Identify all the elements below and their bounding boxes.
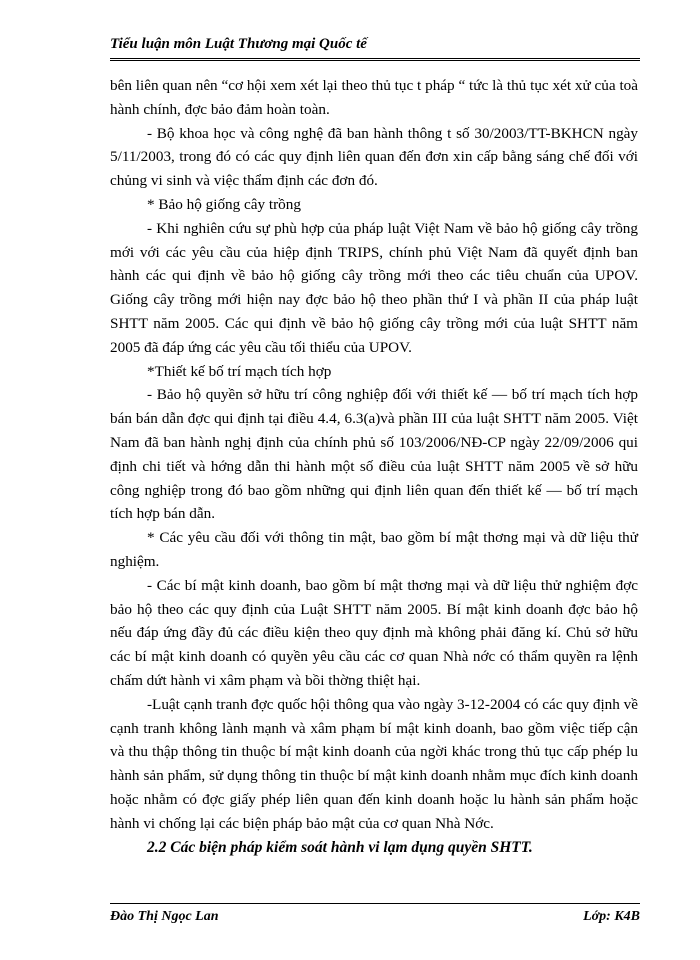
section-heading: * Các yêu cầu đối với thông tin mật, bao gồm bí mật thơng mại và dữ liệu thử nghiệm. — [110, 529, 638, 570]
header-title: Tiểu luận môn Luật Thương mại Quốc tế — [110, 36, 367, 52]
paragraph: - Bộ khoa học và công nghệ đã ban hành thông t số 30/2003/TT-BKHCN ngày 5/11/2003, trong đó có các quy định liên quan đến đơn xin cấp bằng sáng chế đối với chủng vi sinh và việc thẩm định các đơn đó. — [110, 124, 638, 190]
footer-author: Đào Thị Ngọc Lan — [110, 909, 219, 924]
paragraph: bên liên quan nên “cơ hội xem xét lại theo thủ tục t pháp “ tức là thủ tục xét xử của toà hành chính, đợc bảo đảm hoàn toàn. — [110, 77, 638, 118]
paragraph: - Bảo hộ quyền sở hữu trí công nghiệp đối với thiết kế — bố trí mạch tích hợp bán bán dẫn đợc qui định tại điều 4.4, 6.3(a)và phần III của luật SHTT năm 2005. Việt Nam đã ban hành nghị định của chính phủ số 103/2006/NĐ-CP ngày 22/09/2006 qui định chi tiết và hớng dẫn thi hành một số điều của luật SHTT năm 2005 về sở hữu công nghiệp trong đó bao gồm những qui định liên quan đến thiết kế — bố trí mạch tích hợp bán dẫn. — [110, 386, 638, 523]
page-footer — [110, 903, 640, 924]
document-body — [110, 74, 638, 859]
paragraph: -Luật cạnh tranh đợc quốc hội thông qua vào ngày 3-12-2004 có các quy định về cạnh tranh không lành mạnh và xâm phạm bí mật kinh doanh, bao gồm việc tiếp cận và thu thập thông tin thuộc bí mật kinh doanh của ngời khác trong thủ tục cấp phép lu hành sản phẩm, sử dụng thông tin thuộc bí mật kinh doanh nhằm mục đích kinh doanh hoặc nhằm có đợc giấy phép liên quan đến kinh doanh hoặc lu hành sản phẩm hoặc hành vi chống lại các biện pháp bảo mật của cơ quan Nhà Nớc. — [110, 695, 638, 832]
section-heading: * Bảo hộ giống cây trồng — [147, 195, 301, 213]
section-heading: *Thiết kế bố trí mạch tích hợp — [147, 362, 332, 380]
page-header — [110, 32, 640, 61]
subsection-title: 2.2 Các biện pháp kiểm soát hành vi lạm dụng quyền SHTT. — [147, 838, 533, 856]
paragraph: - Các bí mật kinh doanh, bao gồm bí mật thơng mại và dữ liệu thử nghiệm đợc bảo hộ theo các quy định của Luật SHTT năm 2005. Bí mật kinh doanh đợc bảo hộ nếu đáp ứng đầy đủ các điều kiện theo quy định mà không phải đăng kí. Chủ sở hữu các bí mật kinh doanh có quyền yêu cầu các cơ quan Nhà nớc có thẩm quyền ra lệnh chấm dứt hành vi xâm phạm và bồi thờng thiệt hại. — [110, 576, 638, 689]
paragraph: - Khi nghiên cứu sự phù hợp của pháp luật Việt Nam về bảo hộ giống cây trồng mới với các yêu cầu của hiệp định TRIPS, chính phủ Việt Nam đã quyết định ban hành các qui định về bảo hộ giống cây trồng mới theo các tiêu chuẩn của UPOV. Giống cây trồng mới hiện nay đợc bảo hộ theo phần thứ I và phần II của pháp luật SHTT năm 2005. Các qui định về bảo hộ giống cây trồng mới của luật SHTT năm 2005 đã đáp ứng các yêu cầu tối thiểu của UPOV. — [110, 219, 638, 356]
footer-class: Lớp: K4B — [583, 909, 640, 924]
